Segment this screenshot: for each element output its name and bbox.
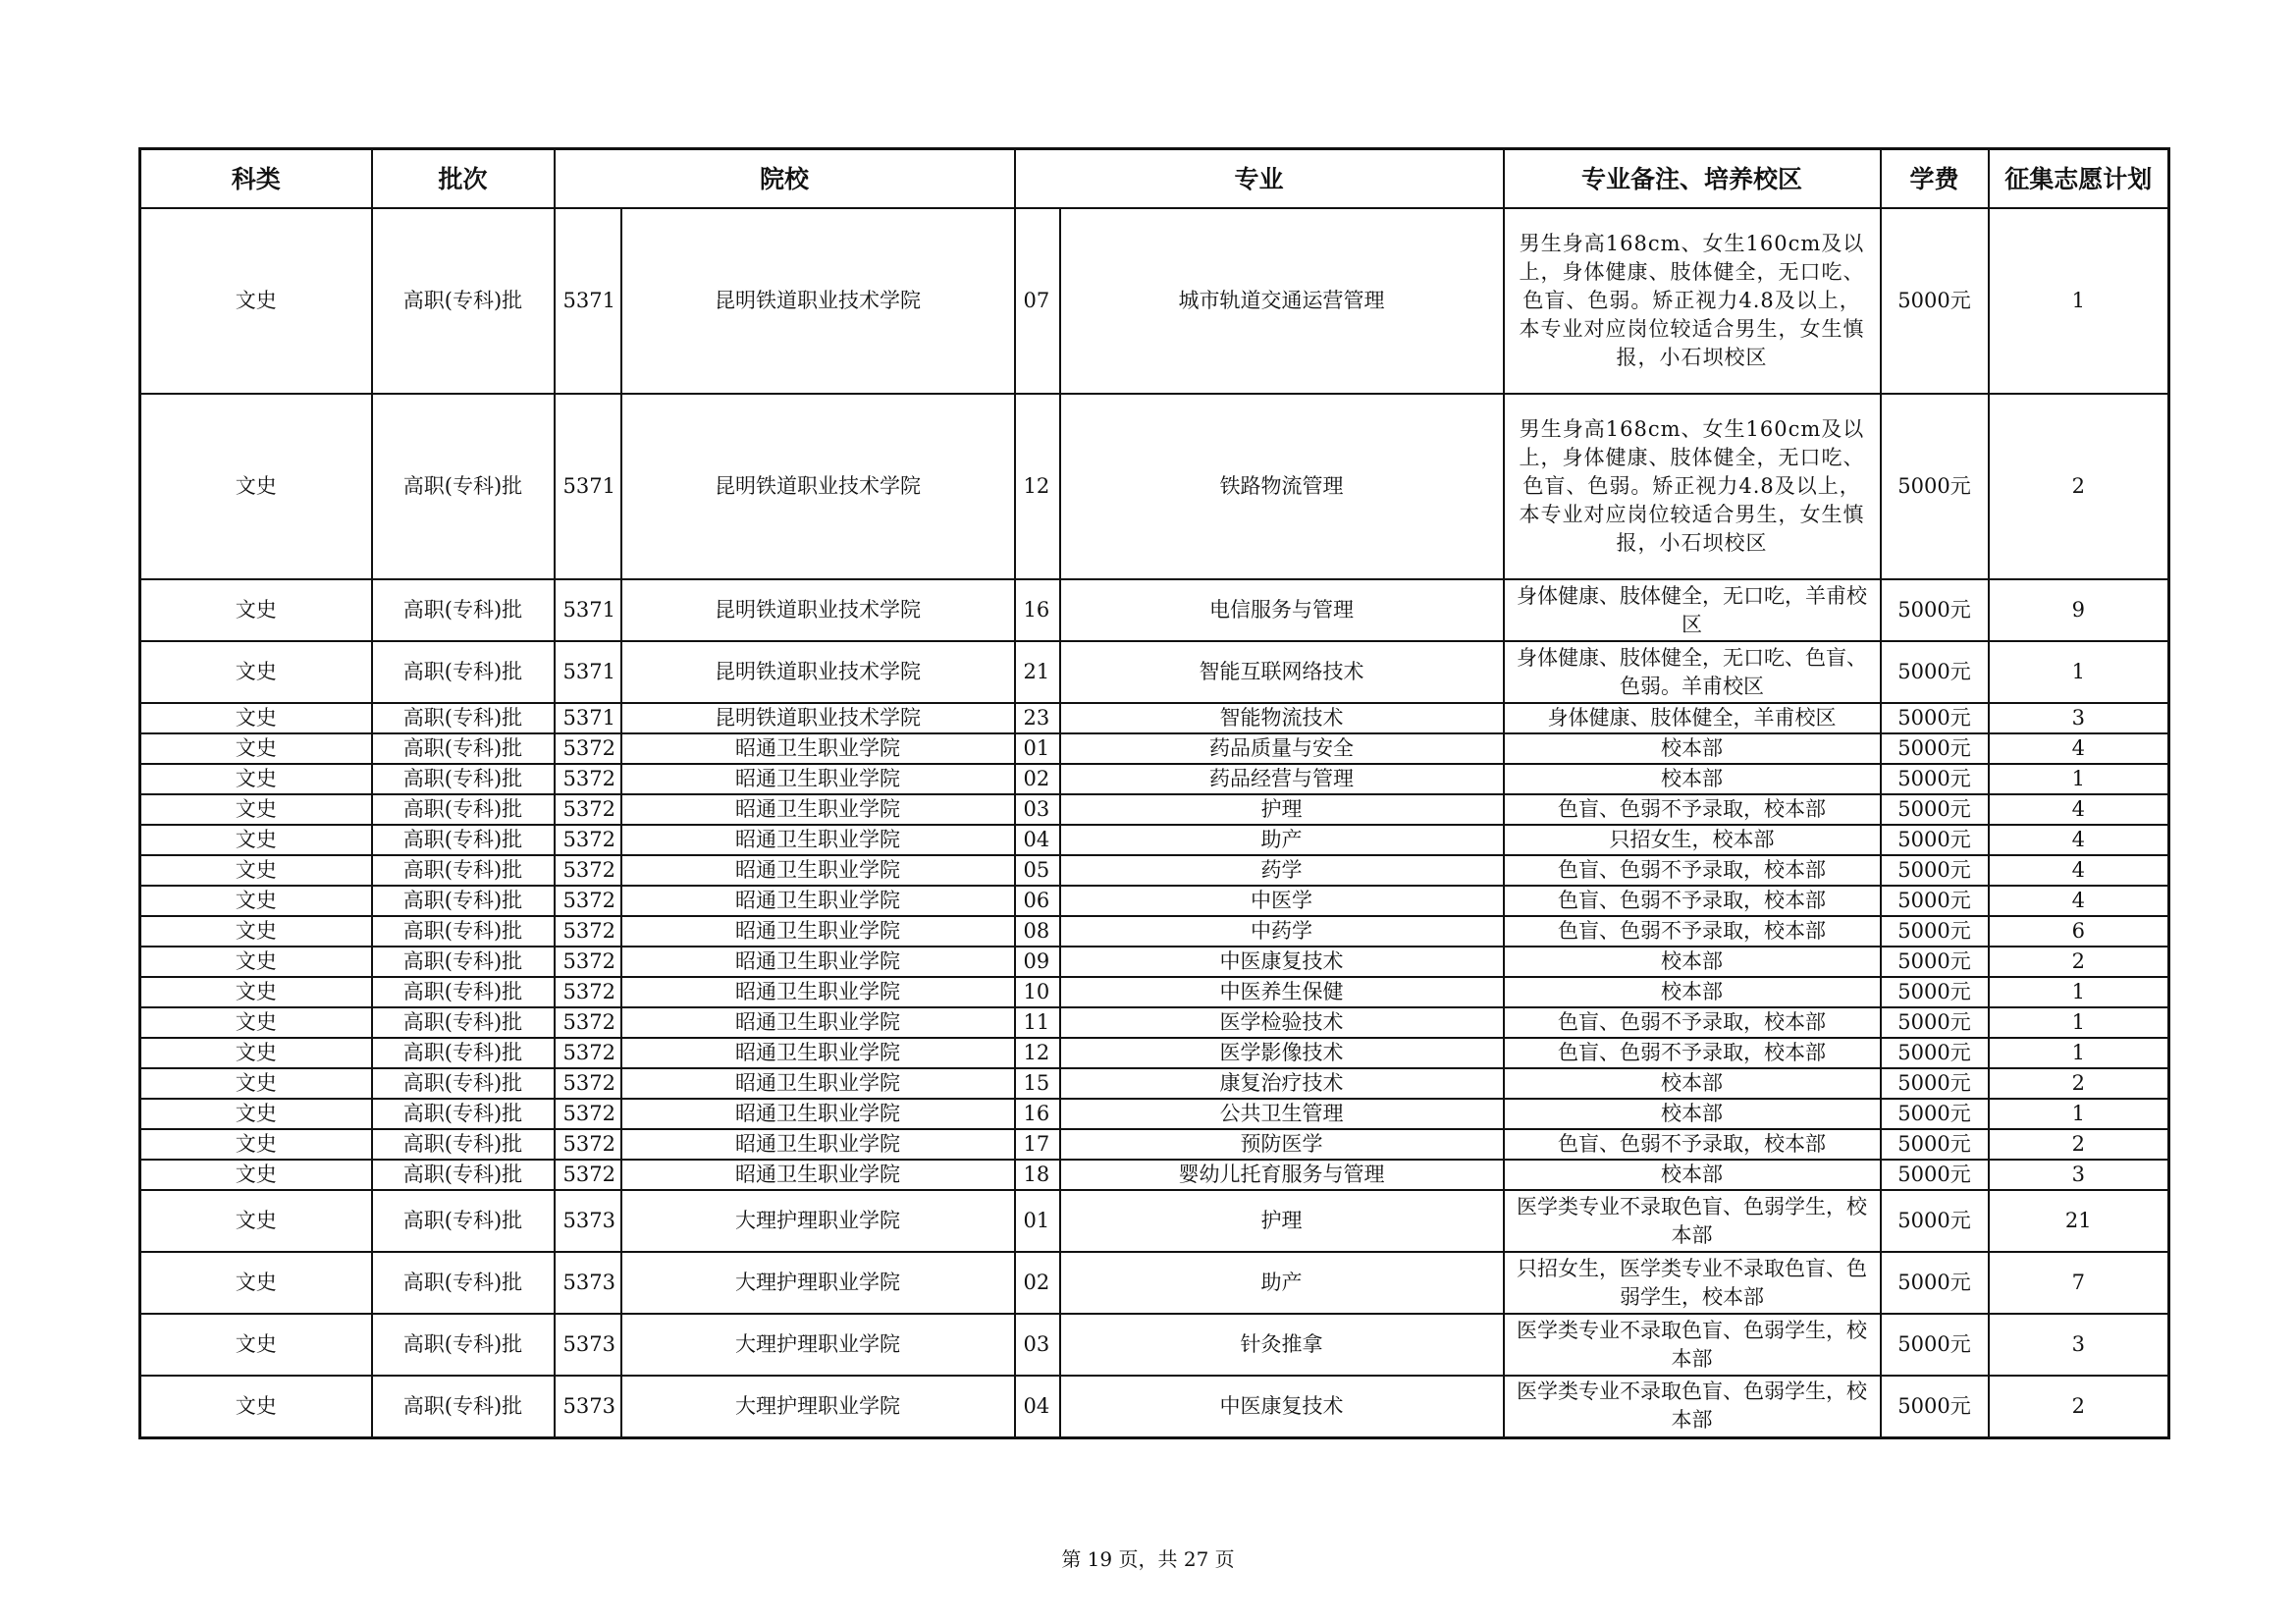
- batch-cell: 高职(专科)批: [372, 1068, 555, 1099]
- school-name-cell: 昭通卫生职业学院: [621, 825, 1015, 855]
- table-row: [140, 1068, 2169, 1099]
- school-name-cell: 昭通卫生职业学院: [621, 733, 1015, 764]
- plan-count-cell: 3: [1989, 1314, 2169, 1376]
- school-name-cell: 大理护理职业学院: [621, 1314, 1015, 1376]
- category-cell: 文史: [140, 1160, 372, 1190]
- notes-cell: 身体健康、肢体健全，无口吃、色盲、色弱。羊甫校区: [1504, 641, 1881, 703]
- table-row: [140, 977, 2169, 1007]
- school-code-cell: 5372: [555, 977, 621, 1007]
- major-name-cell: 中医康复技术: [1060, 1376, 1504, 1437]
- table-row: [140, 1314, 2169, 1376]
- notes-cell: 校本部: [1504, 1068, 1881, 1099]
- category-cell: 文史: [140, 641, 372, 703]
- notes-cell: 色盲、色弱不予录取，校本部: [1504, 794, 1881, 825]
- plan-count-cell: 9: [1989, 579, 2169, 641]
- major-code-cell: 11: [1015, 1007, 1060, 1038]
- notes-cell: 只招女生，医学类专业不录取色盲、色弱学生，校本部: [1504, 1252, 1881, 1314]
- major-code-cell: 16: [1015, 1099, 1060, 1129]
- table-row: [140, 794, 2169, 825]
- category-cell: 文史: [140, 825, 372, 855]
- plan-count-cell: 4: [1989, 825, 2169, 855]
- major-name-cell: 中药学: [1060, 916, 1504, 947]
- major-code-cell: 04: [1015, 825, 1060, 855]
- table-body: [140, 208, 2169, 1437]
- school-code-cell: 5372: [555, 825, 621, 855]
- school-code-cell: 5372: [555, 1038, 621, 1068]
- tuition-cell: 5000元: [1881, 1160, 1989, 1190]
- major-name-cell: 中医康复技术: [1060, 947, 1504, 977]
- major-name-cell: 护理: [1060, 794, 1504, 825]
- category-cell: 文史: [140, 1007, 372, 1038]
- major-name-cell: 中医学: [1060, 886, 1504, 916]
- batch-cell: 高职(专科)批: [372, 977, 555, 1007]
- page-footer: 第 19 页，共 27 页: [1061, 1547, 1235, 1571]
- table-row: [140, 916, 2169, 947]
- major-code-cell: 03: [1015, 1314, 1060, 1376]
- category-cell: 文史: [140, 886, 372, 916]
- table-row: [140, 1007, 2169, 1038]
- table-row: [140, 394, 2169, 579]
- major-code-cell: 07: [1015, 208, 1060, 394]
- school-code-cell: 5371: [555, 394, 621, 579]
- batch-cell: 高职(专科)批: [372, 394, 555, 579]
- plan-count-cell: 1: [1989, 977, 2169, 1007]
- batch-cell: 高职(专科)批: [372, 886, 555, 916]
- school-code-cell: 5373: [555, 1190, 621, 1252]
- school-code-cell: 5371: [555, 208, 621, 394]
- major-name-cell: 预防医学: [1060, 1129, 1504, 1160]
- major-code-cell: 09: [1015, 947, 1060, 977]
- notes-cell: 校本部: [1504, 947, 1881, 977]
- major-name-cell: 康复治疗技术: [1060, 1068, 1504, 1099]
- category-cell: 文史: [140, 208, 372, 394]
- major-name-cell: 医学影像技术: [1060, 1038, 1504, 1068]
- school-code-cell: 5372: [555, 886, 621, 916]
- school-name-cell: 大理护理职业学院: [621, 1376, 1015, 1437]
- tuition-cell: 5000元: [1881, 886, 1989, 916]
- notes-cell: 校本部: [1504, 764, 1881, 794]
- header-notes: 专业备注、培养校区: [1504, 149, 1881, 209]
- notes-cell: 男生身高168cm、女生160cm及以上，身体健康、肢体健全，无口吃、色盲、色弱。矫正视力4.8及以上，本专业对应岗位较适合男生，女生慎报，小石坝校区: [1504, 394, 1881, 579]
- category-cell: 文史: [140, 703, 372, 733]
- category-cell: 文史: [140, 579, 372, 641]
- tuition-cell: 5000元: [1881, 1068, 1989, 1099]
- major-name-cell: 助产: [1060, 1252, 1504, 1314]
- major-name-cell: 医学检验技术: [1060, 1007, 1504, 1038]
- school-code-cell: 5373: [555, 1252, 621, 1314]
- major-name-cell: 中医养生保健: [1060, 977, 1504, 1007]
- major-name-cell: 智能互联网络技术: [1060, 641, 1504, 703]
- tuition-cell: 5000元: [1881, 1252, 1989, 1314]
- table-row: [140, 855, 2169, 886]
- major-code-cell: 04: [1015, 1376, 1060, 1437]
- major-name-cell: 电信服务与管理: [1060, 579, 1504, 641]
- category-cell: 文史: [140, 1314, 372, 1376]
- batch-cell: 高职(专科)批: [372, 916, 555, 947]
- school-name-cell: 昭通卫生职业学院: [621, 977, 1015, 1007]
- plan-count-cell: 4: [1989, 886, 2169, 916]
- table-row: [140, 703, 2169, 733]
- school-code-cell: 5372: [555, 855, 621, 886]
- notes-cell: 色盲、色弱不予录取，校本部: [1504, 1129, 1881, 1160]
- admission-plan-table: [138, 147, 2170, 1439]
- table-header-row: [140, 149, 2169, 209]
- major-code-cell: 06: [1015, 886, 1060, 916]
- notes-cell: 校本部: [1504, 1160, 1881, 1190]
- header-category: 科类: [140, 149, 372, 209]
- tuition-cell: 5000元: [1881, 977, 1989, 1007]
- category-cell: 文史: [140, 794, 372, 825]
- category-cell: 文史: [140, 1376, 372, 1437]
- batch-cell: 高职(专科)批: [372, 1190, 555, 1252]
- school-name-cell: 昭通卫生职业学院: [621, 916, 1015, 947]
- notes-cell: 色盲、色弱不予录取，校本部: [1504, 916, 1881, 947]
- school-code-cell: 5372: [555, 764, 621, 794]
- category-cell: 文史: [140, 1252, 372, 1314]
- school-name-cell: 昭通卫生职业学院: [621, 1129, 1015, 1160]
- school-name-cell: 昭通卫生职业学院: [621, 1038, 1015, 1068]
- school-name-cell: 昭通卫生职业学院: [621, 1068, 1015, 1099]
- major-code-cell: 17: [1015, 1129, 1060, 1160]
- major-name-cell: 药学: [1060, 855, 1504, 886]
- plan-count-cell: 2: [1989, 1376, 2169, 1437]
- category-cell: 文史: [140, 394, 372, 579]
- notes-cell: 校本部: [1504, 1099, 1881, 1129]
- school-name-cell: 昭通卫生职业学院: [621, 1099, 1015, 1129]
- batch-cell: 高职(专科)批: [372, 208, 555, 394]
- tuition-cell: 5000元: [1881, 1314, 1989, 1376]
- major-name-cell: 婴幼儿托育服务与管理: [1060, 1160, 1504, 1190]
- plan-count-cell: 4: [1989, 733, 2169, 764]
- plan-count-cell: 3: [1989, 703, 2169, 733]
- school-name-cell: 昭通卫生职业学院: [621, 886, 1015, 916]
- major-code-cell: 10: [1015, 977, 1060, 1007]
- plan-count-cell: 1: [1989, 1007, 2169, 1038]
- school-code-cell: 5371: [555, 579, 621, 641]
- table-row: [140, 1099, 2169, 1129]
- category-cell: 文史: [140, 916, 372, 947]
- table-row: [140, 1160, 2169, 1190]
- major-code-cell: 18: [1015, 1160, 1060, 1190]
- tuition-cell: 5000元: [1881, 641, 1989, 703]
- major-name-cell: 铁路物流管理: [1060, 394, 1504, 579]
- tuition-cell: 5000元: [1881, 1129, 1989, 1160]
- notes-cell: 校本部: [1504, 733, 1881, 764]
- batch-cell: 高职(专科)批: [372, 1007, 555, 1038]
- school-code-cell: 5372: [555, 1007, 621, 1038]
- batch-cell: 高职(专科)批: [372, 1252, 555, 1314]
- major-code-cell: 01: [1015, 1190, 1060, 1252]
- notes-cell: 男生身高168cm、女生160cm及以上，身体健康、肢体健全，无口吃、色盲、色弱。矫正视力4.8及以上，本专业对应岗位较适合男生，女生慎报，小石坝校区: [1504, 208, 1881, 394]
- batch-cell: 高职(专科)批: [372, 1376, 555, 1437]
- table-row: [140, 764, 2169, 794]
- notes-cell: 只招女生，校本部: [1504, 825, 1881, 855]
- major-code-cell: 23: [1015, 703, 1060, 733]
- major-name-cell: 智能物流技术: [1060, 703, 1504, 733]
- major-name-cell: 城市轨道交通运营管理: [1060, 208, 1504, 394]
- plan-count-cell: 4: [1989, 794, 2169, 825]
- category-cell: 文史: [140, 764, 372, 794]
- tuition-cell: 5000元: [1881, 855, 1989, 886]
- tuition-cell: 5000元: [1881, 1007, 1989, 1038]
- school-name-cell: 昭通卫生职业学院: [621, 764, 1015, 794]
- plan-count-cell: 2: [1989, 947, 2169, 977]
- table-row: [140, 886, 2169, 916]
- tuition-cell: 5000元: [1881, 703, 1989, 733]
- table-row: [140, 1038, 2169, 1068]
- header-major: 专业: [1015, 149, 1504, 209]
- batch-cell: 高职(专科)批: [372, 579, 555, 641]
- category-cell: 文史: [140, 977, 372, 1007]
- notes-cell: 医学类专业不录取色盲、色弱学生，校本部: [1504, 1376, 1881, 1437]
- notes-cell: 色盲、色弱不予录取，校本部: [1504, 886, 1881, 916]
- batch-cell: 高职(专科)批: [372, 1160, 555, 1190]
- tuition-cell: 5000元: [1881, 947, 1989, 977]
- notes-cell: 色盲、色弱不予录取，校本部: [1504, 1007, 1881, 1038]
- major-code-cell: 12: [1015, 394, 1060, 579]
- major-code-cell: 02: [1015, 764, 1060, 794]
- major-code-cell: 12: [1015, 1038, 1060, 1068]
- tuition-cell: 5000元: [1881, 1190, 1989, 1252]
- major-code-cell: 02: [1015, 1252, 1060, 1314]
- school-code-cell: 5372: [555, 947, 621, 977]
- category-cell: 文史: [140, 947, 372, 977]
- school-name-cell: 大理护理职业学院: [621, 1252, 1015, 1314]
- plan-count-cell: 2: [1989, 394, 2169, 579]
- category-cell: 文史: [140, 1190, 372, 1252]
- major-code-cell: 03: [1015, 794, 1060, 825]
- table-row: [140, 947, 2169, 977]
- category-cell: 文史: [140, 1068, 372, 1099]
- category-cell: 文史: [140, 1038, 372, 1068]
- header-school: 院校: [555, 149, 1015, 209]
- notes-cell: 身体健康、肢体健全，无口吃，羊甫校区: [1504, 579, 1881, 641]
- school-code-cell: 5371: [555, 641, 621, 703]
- category-cell: 文史: [140, 855, 372, 886]
- batch-cell: 高职(专科)批: [372, 1099, 555, 1129]
- major-name-cell: 护理: [1060, 1190, 1504, 1252]
- school-name-cell: 昆明铁道职业技术学院: [621, 394, 1015, 579]
- plan-count-cell: 2: [1989, 1068, 2169, 1099]
- category-cell: 文史: [140, 1099, 372, 1129]
- school-name-cell: 昆明铁道职业技术学院: [621, 703, 1015, 733]
- plan-count-cell: 1: [1989, 764, 2169, 794]
- table-row: [140, 1190, 2169, 1252]
- plan-count-cell: 6: [1989, 916, 2169, 947]
- tuition-cell: 5000元: [1881, 394, 1989, 579]
- batch-cell: 高职(专科)批: [372, 703, 555, 733]
- tuition-cell: 5000元: [1881, 794, 1989, 825]
- batch-cell: 高职(专科)批: [372, 794, 555, 825]
- school-code-cell: 5373: [555, 1314, 621, 1376]
- tuition-cell: 5000元: [1881, 579, 1989, 641]
- notes-cell: 身体健康、肢体健全，羊甫校区: [1504, 703, 1881, 733]
- table-row: [140, 1252, 2169, 1314]
- school-code-cell: 5372: [555, 794, 621, 825]
- plan-count-cell: 1: [1989, 1099, 2169, 1129]
- header-plan: 征集志愿计划: [1989, 149, 2169, 209]
- table-row: [140, 1376, 2169, 1437]
- major-name-cell: 助产: [1060, 825, 1504, 855]
- table-row: [140, 579, 2169, 641]
- major-name-cell: 针灸推拿: [1060, 1314, 1504, 1376]
- batch-cell: 高职(专科)批: [372, 1038, 555, 1068]
- notes-cell: 医学类专业不录取色盲、色弱学生，校本部: [1504, 1314, 1881, 1376]
- plan-count-cell: 21: [1989, 1190, 2169, 1252]
- major-code-cell: 05: [1015, 855, 1060, 886]
- school-code-cell: 5373: [555, 1376, 621, 1437]
- batch-cell: 高职(专科)批: [372, 1129, 555, 1160]
- school-name-cell: 昭通卫生职业学院: [621, 1007, 1015, 1038]
- header-batch: 批次: [372, 149, 555, 209]
- major-code-cell: 21: [1015, 641, 1060, 703]
- major-code-cell: 16: [1015, 579, 1060, 641]
- tuition-cell: 5000元: [1881, 1038, 1989, 1068]
- plan-count-cell: 4: [1989, 855, 2169, 886]
- school-name-cell: 昭通卫生职业学院: [621, 947, 1015, 977]
- category-cell: 文史: [140, 1129, 372, 1160]
- table-row: [140, 733, 2169, 764]
- tuition-cell: 5000元: [1881, 764, 1989, 794]
- notes-cell: 医学类专业不录取色盲、色弱学生，校本部: [1504, 1190, 1881, 1252]
- major-name-cell: 药品质量与安全: [1060, 733, 1504, 764]
- notes-cell: 校本部: [1504, 977, 1881, 1007]
- plan-count-cell: 7: [1989, 1252, 2169, 1314]
- notes-cell: 色盲、色弱不予录取，校本部: [1504, 1038, 1881, 1068]
- plan-count-cell: 1: [1989, 1038, 2169, 1068]
- school-name-cell: 大理护理职业学院: [621, 1190, 1015, 1252]
- school-code-cell: 5372: [555, 1068, 621, 1099]
- school-code-cell: 5372: [555, 1099, 621, 1129]
- batch-cell: 高职(专科)批: [372, 825, 555, 855]
- batch-cell: 高职(专科)批: [372, 733, 555, 764]
- table-row: [140, 825, 2169, 855]
- school-name-cell: 昭通卫生职业学院: [621, 855, 1015, 886]
- major-name-cell: 药品经营与管理: [1060, 764, 1504, 794]
- batch-cell: 高职(专科)批: [372, 947, 555, 977]
- category-cell: 文史: [140, 733, 372, 764]
- table-row: [140, 1129, 2169, 1160]
- table-row: [140, 208, 2169, 394]
- school-name-cell: 昆明铁道职业技术学院: [621, 208, 1015, 394]
- school-name-cell: 昆明铁道职业技术学院: [621, 641, 1015, 703]
- plan-count-cell: 1: [1989, 208, 2169, 394]
- major-code-cell: 08: [1015, 916, 1060, 947]
- school-code-cell: 5372: [555, 916, 621, 947]
- plan-count-cell: 2: [1989, 1129, 2169, 1160]
- school-name-cell: 昭通卫生职业学院: [621, 794, 1015, 825]
- notes-cell: 色盲、色弱不予录取，校本部: [1504, 855, 1881, 886]
- school-code-cell: 5371: [555, 703, 621, 733]
- major-code-cell: 01: [1015, 733, 1060, 764]
- tuition-cell: 5000元: [1881, 1099, 1989, 1129]
- batch-cell: 高职(专科)批: [372, 1314, 555, 1376]
- header-tuition: 学费: [1881, 149, 1989, 209]
- school-code-cell: 5372: [555, 1129, 621, 1160]
- major-name-cell: 公共卫生管理: [1060, 1099, 1504, 1129]
- plan-count-cell: 3: [1989, 1160, 2169, 1190]
- school-name-cell: 昆明铁道职业技术学院: [621, 579, 1015, 641]
- school-code-cell: 5372: [555, 1160, 621, 1190]
- school-code-cell: 5372: [555, 733, 621, 764]
- major-code-cell: 15: [1015, 1068, 1060, 1099]
- batch-cell: 高职(专科)批: [372, 764, 555, 794]
- tuition-cell: 5000元: [1881, 1376, 1989, 1437]
- school-name-cell: 昭通卫生职业学院: [621, 1160, 1015, 1190]
- table-row: [140, 641, 2169, 703]
- tuition-cell: 5000元: [1881, 208, 1989, 394]
- batch-cell: 高职(专科)批: [372, 641, 555, 703]
- tuition-cell: 5000元: [1881, 916, 1989, 947]
- tuition-cell: 5000元: [1881, 733, 1989, 764]
- batch-cell: 高职(专科)批: [372, 855, 555, 886]
- tuition-cell: 5000元: [1881, 825, 1989, 855]
- plan-count-cell: 1: [1989, 641, 2169, 703]
